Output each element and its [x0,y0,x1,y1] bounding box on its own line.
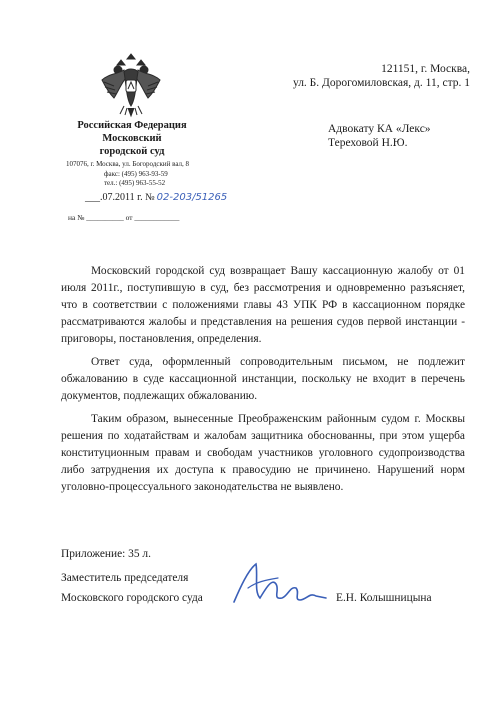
court-name-line-2: Московский [102,133,162,144]
addressee [328,122,431,150]
court-phone: тел.: (495) 963-55-52 [104,179,166,187]
double-headed-eagle-emblem-icon [100,52,162,118]
attachment-note: Приложение: 35 л. [61,548,151,560]
recipient-address-line-1: 121151, г. Москва, [381,63,470,75]
addressee-line-1: Адвокату КА «Лекс» [328,123,431,135]
signatory-name: Е.Н. Колышницына [336,592,432,604]
court-fax: факс: (495) 963-93-59 [104,169,168,178]
body-paragraph-1: Московский городской суд возвращает Вашу кассационную жалобу от 01 июля 2011г., поступившую в суд, без рассмотрения и одновременно разъясняет, что в соответствии с положениями главы 43 УПК РФ в кассационном порядке рассматриваются жалобы и представления на решения судов первой инстанции - приговоры, постановления, определения. [61,265,465,345]
date-prefix: ___.07.2011 г. № [85,192,155,203]
court-name-line-3: городской суд [99,146,165,157]
date-line [85,192,227,203]
body-paragraph-3: Таким образом, вынесенные Преображенским районным судом г. Москвы решения по ходатайствам и жалобам защитника обоснованны, при этом ущерба конституционным правам и свободам участников уголовного судопроизводства либо затруднения их доступа к правосудию не причинено. Нарушений норм уголовно-процессуального законодательства не выявлено. [61,413,465,493]
body-paragraph-2: Ответ суда, оформленный сопроводительным письмом, не подлежит обжалованию в суде кассационной инстанции, поскольку не входит в перечень документов, подлежащих обжалованию. [61,356,465,402]
recipient-address-line-2: ул. Б. Дорогомиловская, д. 11, стр. 1 [292,77,470,89]
signatory-title-line-1: Заместитель председателя [61,572,189,584]
signatory-title-line-2: Московского городского суда [61,592,203,604]
court-contacts [66,160,216,189]
court-address: 107076, г. Москва, ул. Богородский вал, 8 [66,160,190,168]
court-name-line-1: Российская Федерация [77,120,187,131]
addressee-line-2: Тереховой Н.Ю. [328,137,408,149]
recipient-address [293,62,470,90]
reference-line: на № __________ от ____________ [68,213,180,222]
court-name [66,119,198,158]
registration-number: 02-203/51265 [156,192,228,203]
letter-body [61,263,465,502]
handwritten-signature [226,558,330,610]
